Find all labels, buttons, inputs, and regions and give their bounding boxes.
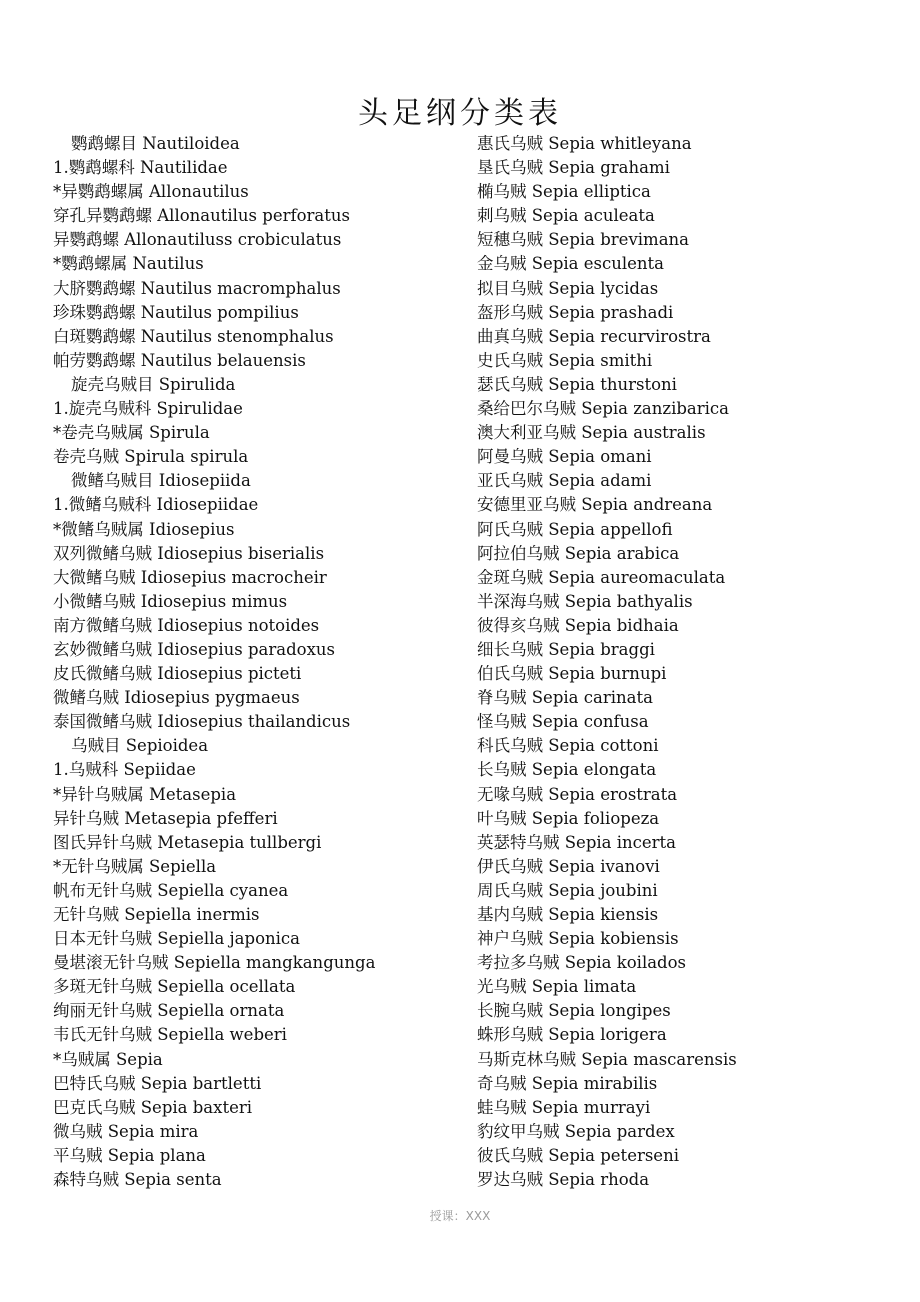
taxon-entry: 绚丽无针乌贼 Sepiella ornata (53, 1001, 285, 1021)
taxon-entry: 伯氏乌贼 Sepia burnupi (477, 664, 667, 684)
taxon-entry: 惠氏乌贼 Sepia whitleyana (477, 134, 692, 153)
taxon-entry: 阿拉伯乌贼 Sepia arabica (477, 543, 680, 563)
taxon-entry: 泰国微鳍乌贼 Idiosepius thailandicus (53, 712, 351, 732)
taxon-entry: 卷壳乌贼 Spirula spirula (53, 447, 249, 467)
taxon-entry: 金斑乌贼 Sepia aureomaculata (477, 567, 726, 587)
taxon-entry: 无针乌贼 Sepiella inermis (53, 905, 260, 924)
taxon-entry: 长腕乌贼 Sepia longipes (477, 1001, 671, 1021)
taxon-entry: 豹纹甲乌贼 Sepia pardex (477, 1121, 675, 1141)
taxon-entry: 曲真乌贼 Sepia recurvirostra (477, 326, 711, 346)
taxon-entry: 基内乌贼 Sepia kiensis (477, 905, 659, 924)
taxon-entry: *鹦鹉螺属 Nautilus (53, 254, 204, 274)
taxon-entry: 多斑无针乌贼 Sepiella ocellata (53, 977, 296, 997)
taxon-entry: 无喙乌贼 Sepia erostrata (477, 784, 678, 804)
taxon-entry: 图氏异针乌贼 Metasepia tullbergi (53, 832, 322, 852)
taxon-entry: 1.微鳍乌贼科 Idiosepiidae (53, 495, 259, 515)
taxon-entry: 阿曼乌贼 Sepia omani (477, 447, 652, 467)
taxon-entry: 阿氏乌贼 Sepia appellofi (477, 519, 673, 539)
taxon-entry: 长乌贼 Sepia elongata (477, 760, 657, 780)
taxon-entry: 平乌贼 Sepia plana (53, 1145, 206, 1165)
taxon-entry: 小微鳍乌贼 Idiosepius mimus (53, 591, 288, 611)
taxon-entry: 帕劳鹦鹉螺 Nautilus belauensis (53, 350, 306, 370)
taxon-entry: 微鳍乌贼 Idiosepius pygmaeus (53, 688, 300, 708)
taxon-entry: 垦氏乌贼 Sepia grahami (477, 158, 670, 178)
taxon-entry: 双列微鳍乌贼 Idiosepius biserialis (53, 543, 325, 563)
taxon-entry: 亚氏乌贼 Sepia adami (477, 471, 652, 491)
page-title: 头足纲分类表 (358, 96, 562, 131)
taxon-entry: 伊氏乌贼 Sepia ivanovi (477, 856, 660, 876)
taxon-entry: 周氏乌贼 Sepia joubini (477, 880, 658, 900)
taxon-entry: 怪乌贼 Sepia confusa (477, 712, 649, 732)
taxon-entry: 微乌贼 Sepia mira (53, 1121, 199, 1141)
taxon-entry: 史氏乌贼 Sepia smithi (477, 350, 653, 370)
taxon-entry: 半深海乌贼 Sepia bathyalis (477, 591, 693, 611)
taxon-entry: *卷壳乌贼属 Spirula (53, 423, 210, 443)
taxon-entry: 曼堪滚无针乌贼 Sepiella mangkangunga (53, 953, 376, 973)
right-column-list (477, 132, 897, 1192)
taxon-entry: 短穗乌贼 Sepia brevimana (477, 230, 689, 250)
taxon-entry: 光乌贼 Sepia limata (477, 977, 637, 997)
taxon-entry: 穿孔异鹦鹉螺 Allonautilus perforatus (53, 206, 350, 226)
taxon-entry: *乌贼属 Sepia (53, 1049, 163, 1069)
taxon-entry: 巴克氏乌贼 Sepia baxteri (53, 1097, 252, 1117)
taxon-entry: 异鹦鹉螺 Allonautiluss crobiculatus (53, 230, 342, 250)
taxon-entry: 1.鹦鹉螺科 Nautilidae (53, 158, 228, 178)
taxon-entry: 澳大利亚乌贼 Sepia australis (477, 423, 706, 443)
left-column-list (53, 132, 463, 1192)
taxon-entry: 椭乌贼 Sepia elliptica (477, 182, 651, 202)
taxon-entry: 南方微鳍乌贼 Idiosepius notoides (53, 615, 320, 635)
taxon-entry: 白斑鹦鹉螺 Nautilus stenomphalus (53, 326, 334, 346)
taxon-entry: 安德里亚乌贼 Sepia andreana (477, 495, 713, 515)
taxon-entry: 皮氏微鳍乌贼 Idiosepius picteti (53, 664, 302, 684)
taxon-entry: 彼氏乌贼 Sepia peterseni (477, 1145, 679, 1165)
taxon-entry: 拟目乌贼 Sepia lycidas (477, 278, 659, 298)
taxon-entry: 桑给巴尔乌贼 Sepia zanzibarica (477, 399, 730, 419)
taxon-entry: 脊乌贼 Sepia carinata (477, 688, 653, 708)
taxon-entry: 巴特氏乌贼 Sepia bartletti (53, 1073, 262, 1093)
taxon-entry: 盔形乌贼 Sepia prashadi (477, 302, 674, 322)
taxon-entry: 微鳍乌贼目 Idiosepiida (71, 471, 251, 491)
taxon-entry: 叶乌贼 Sepia foliopeza (477, 808, 660, 828)
taxon-entry: 乌贼目 Sepioidea (71, 736, 209, 756)
taxon-entry: 瑟氏乌贼 Sepia thurstoni (477, 374, 677, 394)
taxon-entry: 罗达乌贼 Sepia rhoda (477, 1170, 650, 1190)
taxon-entry: 金乌贼 Sepia esculenta (477, 254, 664, 274)
taxon-entry: 蛛形乌贼 Sepia lorigera (477, 1025, 667, 1045)
taxon-entry: 韦氏无针乌贼 Sepiella weberi (53, 1025, 287, 1045)
taxon-entry: 森特乌贼 Sepia senta (53, 1170, 222, 1190)
taxon-entry: *异针乌贼属 Metasepia (53, 784, 237, 804)
taxon-entry: 旋壳乌贼目 Spirulida (71, 374, 236, 394)
taxon-entry: *微鳍乌贼属 Idiosepius (53, 519, 235, 539)
taxon-entry: 1.旋壳乌贼科 Spirulidae (53, 399, 243, 419)
taxon-entry: 大微鳍乌贼 Idiosepius macrocheir (53, 567, 327, 587)
taxon-entry: 帆布无针乌贼 Sepiella cyanea (53, 880, 289, 900)
taxon-entry: 彼得亥乌贼 Sepia bidhaia (477, 615, 679, 635)
taxon-entry: 鹦鹉螺目 Nautiloidea (71, 134, 240, 153)
taxon-entry: 珍珠鹦鹉螺 Nautilus pompilius (53, 302, 299, 322)
taxon-entry: 奇乌贼 Sepia mirabilis (477, 1073, 658, 1093)
taxon-entry: 考拉多乌贼 Sepia koilados (477, 953, 687, 973)
taxon-entry: 刺乌贼 Sepia aculeata (477, 206, 655, 226)
taxon-entry: 蛙乌贼 Sepia murrayi (477, 1097, 651, 1117)
taxon-entry: 英瑟特乌贼 Sepia incerta (477, 832, 676, 852)
taxon-entry: 玄妙微鳍乌贼 Idiosepius paradoxus (53, 639, 335, 659)
page-footer: 授课：XXX (429, 1209, 491, 1223)
taxon-entry: *异鹦鹉螺属 Allonautilus (53, 182, 249, 202)
taxon-entry: 科氏乌贼 Sepia cottoni (477, 736, 659, 756)
taxon-entry: 神户乌贼 Sepia kobiensis (477, 929, 679, 949)
taxon-entry: 日本无针乌贼 Sepiella japonica (53, 929, 300, 949)
taxon-entry: *无针乌贼属 Sepiella (53, 856, 217, 876)
taxon-entry: 异针乌贼 Metasepia pfefferi (53, 808, 278, 828)
taxon-entry: 1.乌贼科 Sepiidae (53, 760, 196, 780)
taxon-entry: 马斯克林乌贼 Sepia mascarensis (477, 1049, 737, 1069)
taxon-entry: 细长乌贼 Sepia braggi (477, 639, 655, 659)
taxon-entry: 大脐鹦鹉螺 Nautilus macromphalus (53, 278, 341, 298)
